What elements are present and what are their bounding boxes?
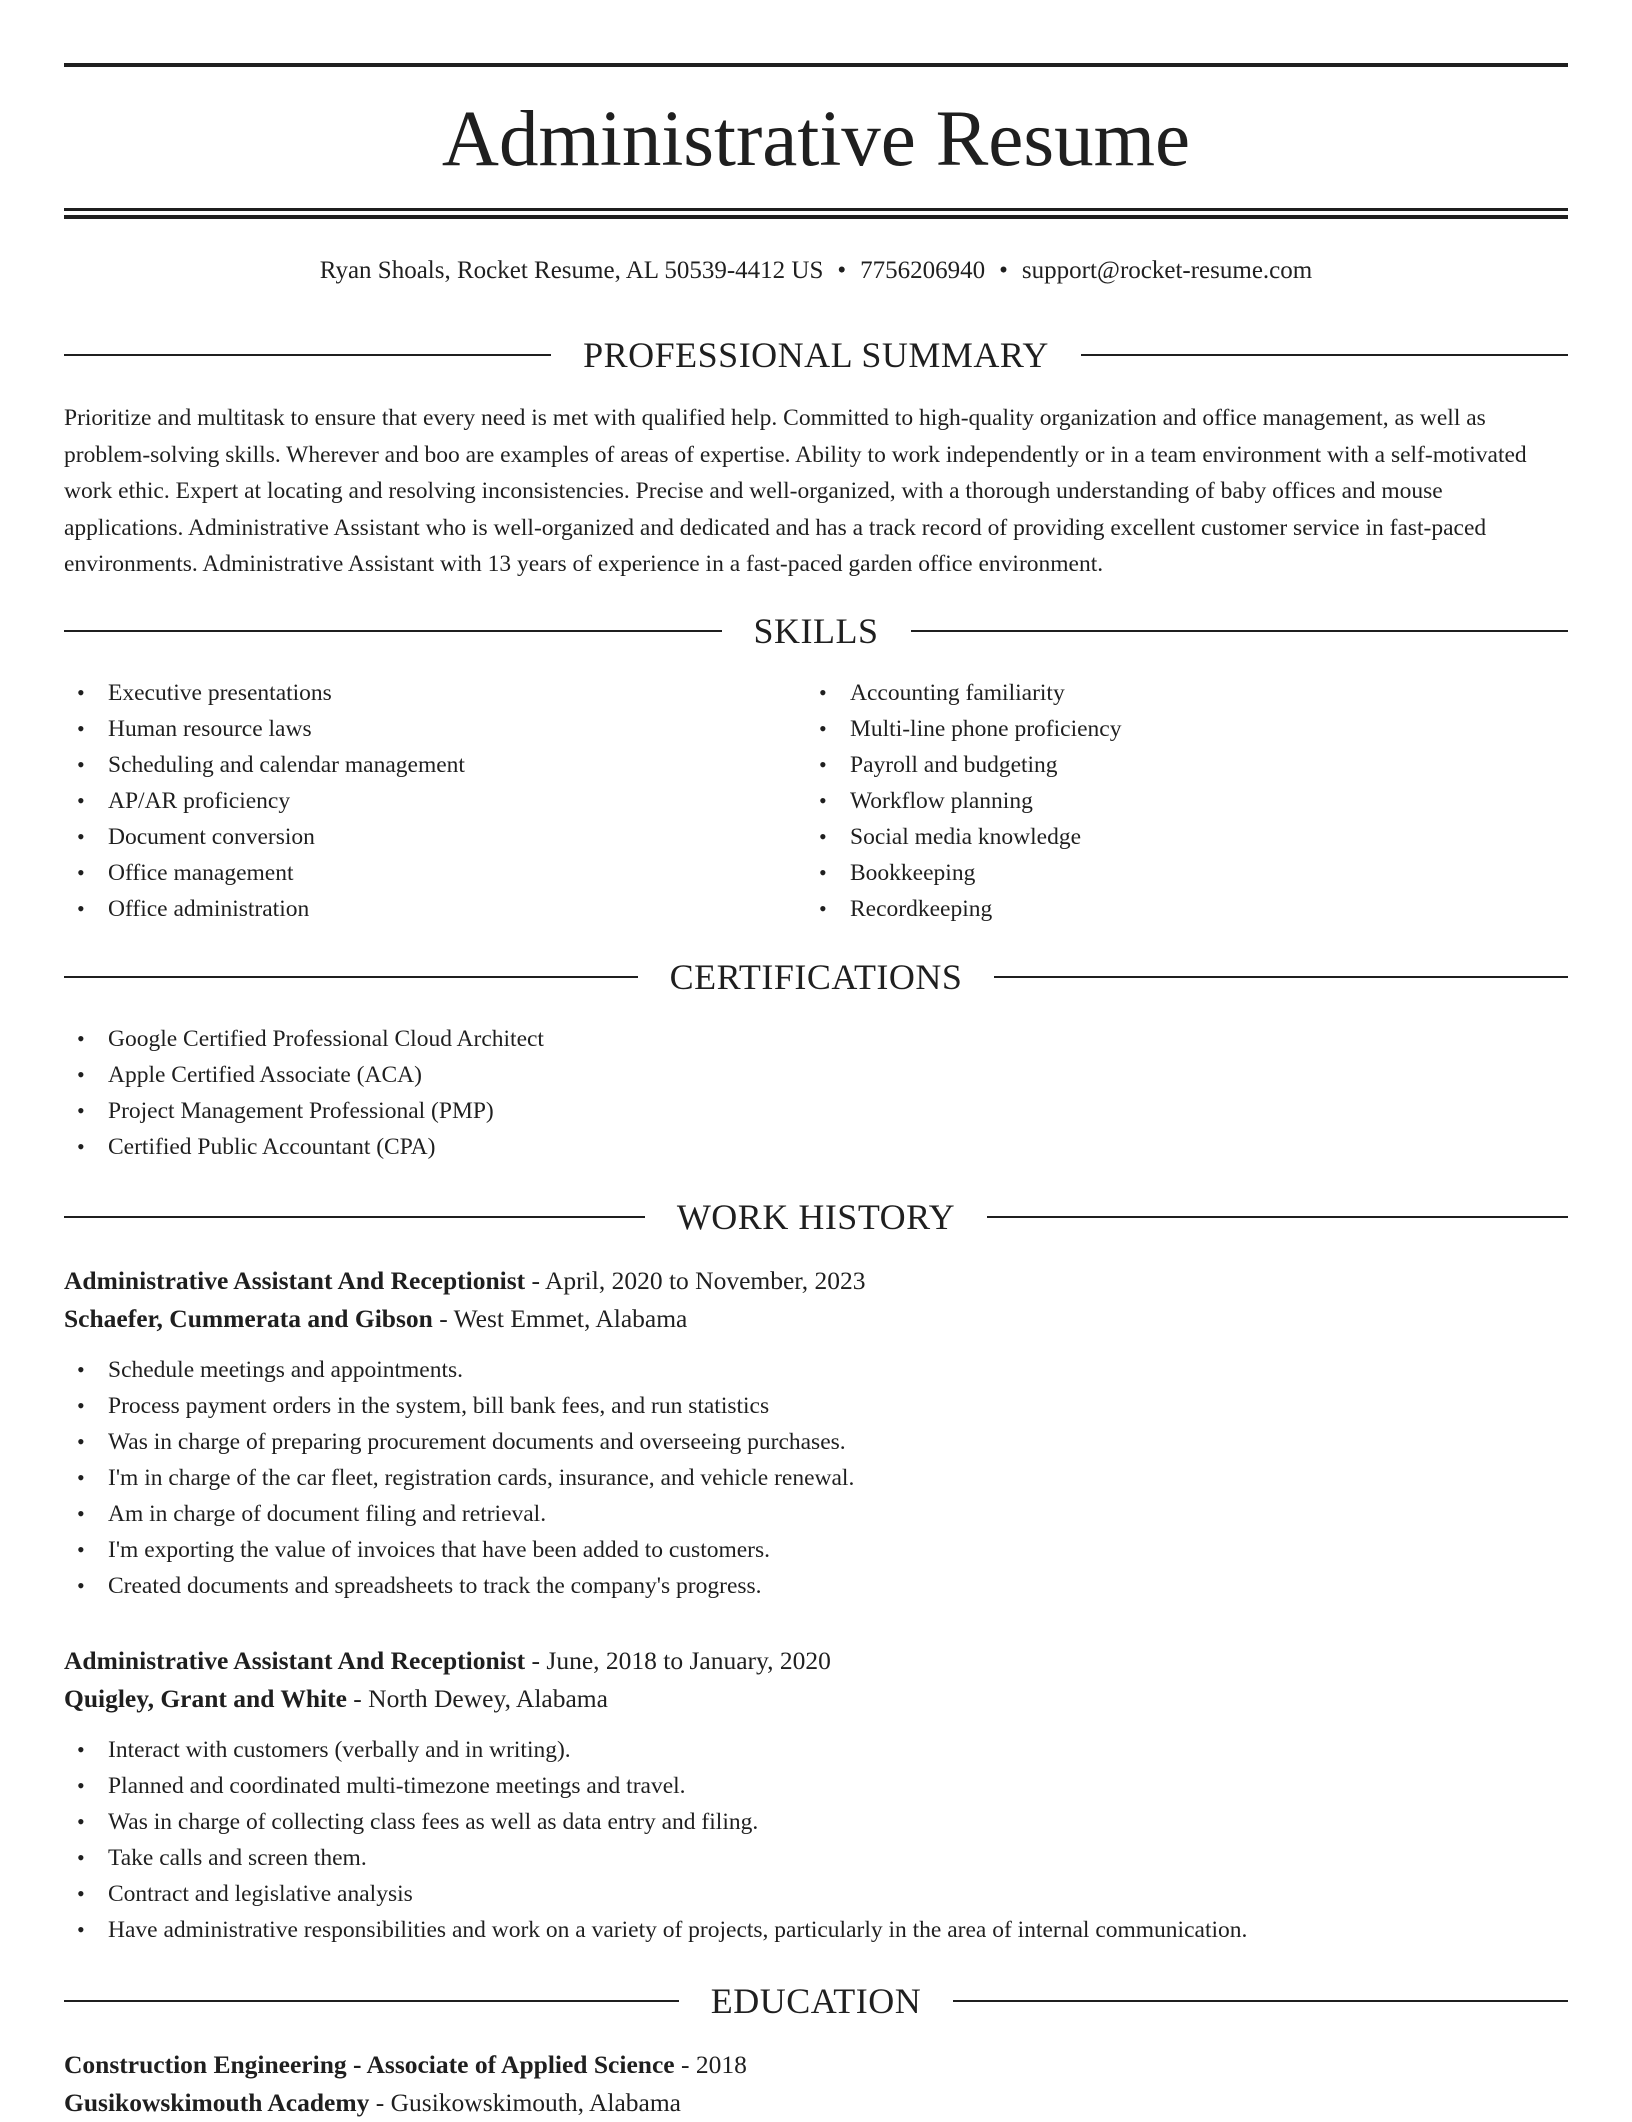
contact-line	[64, 254, 1568, 288]
job-title: Administrative Assistant And Receptionist	[64, 1646, 526, 1675]
title-double-rule	[64, 208, 1568, 219]
job-bullet: • Created documents and spreadsheets to track the company's progress.	[64, 1568, 1568, 1604]
heading-rule	[64, 976, 638, 978]
summary-text: Prioritize and multitask to ensure that every need is met with qualified help. Committed to high-quality organization and office management, as well as problem-solving skills. Wherever and boo are examples of areas of expertise. Ability to work independently or in a team environment with a self-motivated work ethic. Expert at locating and resolving inconsistencies. Precise and well-organized, with a thorough understanding of baby offices and mouse applications. Administrative Assistant who is well-organized and dedicated and has a track record of providing excellent customer service in fast-paced environments. Administrative Assistant with 13 years of experience in a fast-paced garden office environment.	[64, 405, 1527, 577]
education-entry	[64, 2046, 1568, 2122]
section-heading-label: WORK HISTORY	[676, 1197, 956, 1237]
skill-item: • Workflow planning	[806, 783, 1506, 819]
skill-item: • AP/AR proficiency	[64, 783, 764, 819]
skills-list-right	[806, 675, 1506, 927]
education-degree: Construction Engineering - Associate of Applied Science	[64, 2050, 675, 2079]
skills-list-left	[64, 675, 764, 927]
heading-rule	[64, 2000, 679, 2002]
job-bullet: • Contract and legislative analysis	[64, 1876, 1568, 1912]
job-bullet: • Am in charge of document filing and retrieval.	[64, 1496, 1568, 1532]
job-company: Schaefer, Cummerata and Gibson	[64, 1304, 433, 1333]
heading-rule	[953, 2000, 1568, 2002]
job-bullet: • I'm in charge of the car fleet, registration cards, insurance, and vehicle renewal.	[64, 1460, 1568, 1496]
job-dates: - April, 2020 to November, 2023	[525, 1266, 866, 1295]
education-school: Gusikowskimouth Academy	[64, 2088, 370, 2117]
skill-item: • Payroll and budgeting	[806, 747, 1506, 783]
contact-address: Ryan Shoals, Rocket Resume, AL 50539-4412 US	[319, 257, 824, 284]
job-company-line	[64, 1300, 1568, 1338]
section-heading-work-history	[64, 1197, 1568, 1237]
heading-rule	[64, 354, 551, 356]
certification-item: • Project Management Professional (PMP)	[64, 1093, 544, 1129]
job-title: Administrative Assistant And Receptionist	[64, 1266, 526, 1295]
section-heading-education	[64, 1981, 1568, 2021]
education-location: - Gusikowskimouth, Alabama	[369, 2088, 681, 2117]
certifications-block	[64, 1021, 544, 1165]
job-entry	[64, 1642, 1568, 1948]
skill-item: • Bookkeeping	[806, 855, 1506, 891]
education-school-line	[64, 2084, 1568, 2122]
section-heading-certifications	[64, 957, 1568, 997]
section-heading-skills	[64, 611, 1568, 651]
heading-rule	[987, 1216, 1568, 1218]
skill-item: • Scheduling and calendar management	[64, 747, 764, 783]
contact-separator: •	[999, 257, 1008, 284]
skill-item: • Accounting familiarity	[806, 675, 1506, 711]
education-year: - 2018	[674, 2050, 747, 2079]
section-heading-label: EDUCATION	[710, 1981, 922, 2021]
job-bullets	[64, 1732, 1568, 1948]
certification-item: • Google Certified Professional Cloud Architect	[64, 1021, 544, 1057]
job-company: Quigley, Grant and White	[64, 1684, 347, 1713]
heading-rule	[1081, 354, 1568, 356]
contact-separator: •	[837, 257, 847, 284]
heading-rule	[911, 630, 1569, 632]
job-bullet: • Have administrative responsibilities and work on a variety of projects, particularly in the area of internal communication.	[64, 1912, 1568, 1948]
job-company-line	[64, 1680, 1568, 1718]
job-dates: - June, 2018 to January, 2020	[525, 1646, 831, 1675]
job-bullet: • Process payment orders in the system, bill bank fees, and run statistics	[64, 1388, 1568, 1424]
skill-item: • Human resource laws	[64, 711, 764, 747]
certification-item: • Certified Public Accountant (CPA)	[64, 1129, 544, 1165]
education-degree-line	[64, 2046, 1568, 2084]
skill-item: • Office administration	[64, 891, 764, 927]
skill-item: • Recordkeeping	[806, 891, 1506, 927]
section-heading-label: PROFESSIONAL SUMMARY	[583, 335, 1049, 375]
job-bullet: • Interact with customers (verbally and in writing).	[64, 1732, 1568, 1768]
job-location: - West Emmet, Alabama	[432, 1304, 688, 1333]
job-bullet: • Was in charge of preparing procurement documents and overseeing purchases.	[64, 1424, 1568, 1460]
job-title-line	[64, 1642, 1568, 1680]
top-rule	[64, 63, 1568, 67]
heading-rule	[64, 1216, 645, 1218]
job-bullet: • Planned and coordinated multi-timezone meetings and travel.	[64, 1768, 1568, 1804]
certifications-list	[64, 1021, 544, 1165]
job-bullet: • Schedule meetings and appointments.	[64, 1352, 1568, 1388]
skill-item: • Executive presentations	[64, 675, 764, 711]
job-bullet: • Take calls and screen them.	[64, 1840, 1568, 1876]
skill-item: • Social media knowledge	[806, 819, 1506, 855]
skills-column-left	[64, 675, 764, 927]
certification-item: • Apple Certified Associate (ACA)	[64, 1057, 544, 1093]
job-entry	[64, 1262, 1568, 1604]
section-heading-summary	[64, 335, 1568, 375]
section-heading-label: CERTIFICATIONS	[669, 957, 963, 997]
resume-title: Administrative Resume	[441, 96, 1191, 183]
skills-column-right	[806, 675, 1506, 927]
section-heading-label: SKILLS	[753, 611, 879, 651]
heading-rule	[64, 630, 722, 632]
contact-email: support@rocket-resume.com	[1021, 257, 1313, 284]
skill-item: • Document conversion	[64, 819, 764, 855]
contact-phone: 7756206940	[860, 257, 986, 284]
job-bullets	[64, 1352, 1568, 1604]
job-location: - North Dewey, Alabama	[346, 1684, 608, 1713]
job-title-line	[64, 1262, 1568, 1300]
job-bullet: • I'm exporting the value of invoices that have been added to customers.	[64, 1532, 1568, 1568]
skill-item: • Multi-line phone proficiency	[806, 711, 1506, 747]
heading-rule	[994, 976, 1568, 978]
skill-item: • Office management	[64, 855, 764, 891]
job-bullet: • Was in charge of collecting class fees as well as data entry and filing.	[64, 1804, 1568, 1840]
